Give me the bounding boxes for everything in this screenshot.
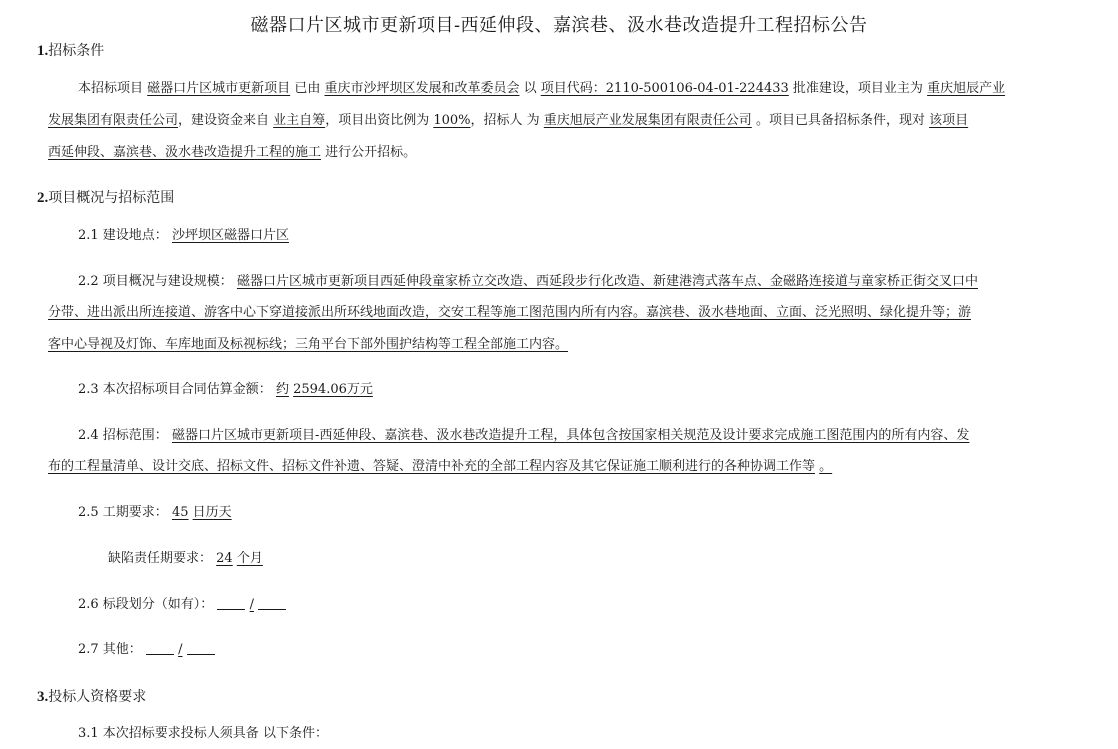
- section-title: 项目概况与招标范围: [48, 190, 175, 206]
- bidder-requirement-item: [78, 726, 328, 742]
- field-value: 沙坪坝区磁器口片区: [171, 228, 289, 243]
- field-value: 磁器口片区城市更新项目西延伸段童家桥立交改造、西延段步行化改造、新建港湾式落车点、金磁路连接道与童家桥正街交叉口中: [236, 274, 978, 289]
- field-label: 2.5 工期要求：: [78, 505, 168, 520]
- lot-division: [78, 597, 286, 613]
- project-overview-line-1: [78, 274, 978, 290]
- field-value: 2594.06万元: [293, 382, 373, 397]
- field-label: 2.2 项目概况与建设规模：: [78, 274, 233, 289]
- field-value: 分带、进出派出所连接道、游客中心下穿道接派出所环线地面改造，交安工程等施工图范围内所有内容。嘉滨巷、汲水巷地面、立面、泛光照明、绿化提升等；游: [48, 305, 972, 320]
- estimated-amount: [78, 382, 373, 398]
- field-value: 磁器口片区城市更新项目-西延伸段、嘉滨巷、汲水巷改造提升工程，具体包含按国家相关规范及设计要求完成施工图范围内的所有内容、发: [171, 428, 970, 443]
- field-label: 2.6 标段划分（如有）：: [78, 597, 214, 612]
- text: 本招标项目: [78, 81, 144, 96]
- tender-subject: 该项目: [929, 113, 969, 128]
- text: 批准建设，项目业主为: [792, 81, 923, 96]
- field-label: 2.3 本次招标项目合同估算金额：: [78, 382, 272, 397]
- section-2-heading: [37, 187, 174, 207]
- field-value: 24: [216, 551, 233, 566]
- tender-range-line-2: [48, 459, 832, 475]
- funding-source: 业主自筹: [273, 113, 326, 128]
- section-1-paragraph-line-3: [48, 145, 416, 161]
- field-value: 45: [171, 505, 189, 520]
- field-value: 约: [275, 382, 289, 397]
- text: 以: [523, 81, 537, 96]
- field-value: 布的工程量清单、设计交底、招标文件、招标文件补遗、答疑、澄清中补充的全部工程内容及其它保证施工顺利进行的各种协调工作等: [48, 459, 816, 474]
- construction-location: [78, 228, 289, 244]
- project-name: 磁器口片区城市更新项目: [147, 81, 291, 96]
- section-title: 招标条件: [48, 43, 105, 59]
- section-3-heading: [37, 686, 146, 706]
- field-label: 2.1 建设地点：: [78, 228, 168, 243]
- text: ，项目出资比例为: [325, 113, 430, 128]
- section-1-paragraph-line-2: [48, 113, 968, 129]
- text: ，招标人 为: [470, 113, 540, 128]
- field-label: 3.1 本次招标要求投标人须具备 以下条件：: [78, 726, 328, 741]
- field-value: /: [178, 642, 183, 657]
- defect-liability-period: [108, 551, 263, 567]
- field-label: 2.4 招标范围：: [78, 428, 168, 443]
- tenderer: 重庆旭辰产业发展集团有限责任公司: [543, 113, 752, 128]
- project-code: 项目代码：2110-500106-04-01-224433: [540, 81, 789, 96]
- section-1-paragraph-line-1: [78, 81, 1005, 97]
- other-notes: [78, 642, 215, 658]
- text: 已由: [294, 81, 321, 96]
- field-label: 缺陷责任期要求：: [108, 551, 213, 566]
- tender-range-line-1: [78, 428, 969, 444]
- document-title: 磁器口片区城市更新项目-西延伸段、嘉滨巷、汲水巷改造提升工程招标公告: [250, 15, 868, 36]
- blank-line: [217, 597, 245, 610]
- section-1-heading: [37, 40, 104, 60]
- section-number: 3.: [37, 689, 49, 705]
- field-value: 日历天: [192, 505, 232, 520]
- approving-authority: 重庆市沙坪坝区发展和改革委员会: [324, 81, 520, 96]
- section-number: 1.: [37, 43, 49, 59]
- tender-subject: 西延伸段、嘉滨巷、汲水巷改造提升工程的施工: [48, 145, 322, 160]
- field-value: 客中心导视及灯饰、车库地面及标视标线；三角平台下部外围护结构等工程全部施工内容。: [48, 337, 569, 352]
- project-overview-line-2: [48, 305, 971, 321]
- project-overview-line-3: [48, 337, 568, 353]
- blank-line: [146, 642, 174, 655]
- construction-period: [78, 505, 232, 521]
- funding-ratio: 100%: [433, 113, 471, 128]
- text: ，建设资金来自: [178, 113, 270, 128]
- blank-line: [187, 642, 215, 655]
- project-owner: 发展集团有限责任公司: [48, 113, 179, 128]
- section-title: 投标人资格要求: [48, 689, 147, 705]
- field-value: /: [249, 597, 254, 612]
- field-value: 。: [819, 459, 833, 474]
- field-label: 2.7 其他：: [78, 642, 142, 657]
- blank-line: [258, 597, 286, 610]
- field-value: 个月: [236, 551, 263, 566]
- section-number: 2.: [37, 190, 49, 206]
- project-owner: 重庆旭辰产业: [927, 81, 1006, 96]
- text: 进行公开招标。: [325, 145, 417, 160]
- text: 。项目已具备招标条件，现对: [755, 113, 925, 128]
